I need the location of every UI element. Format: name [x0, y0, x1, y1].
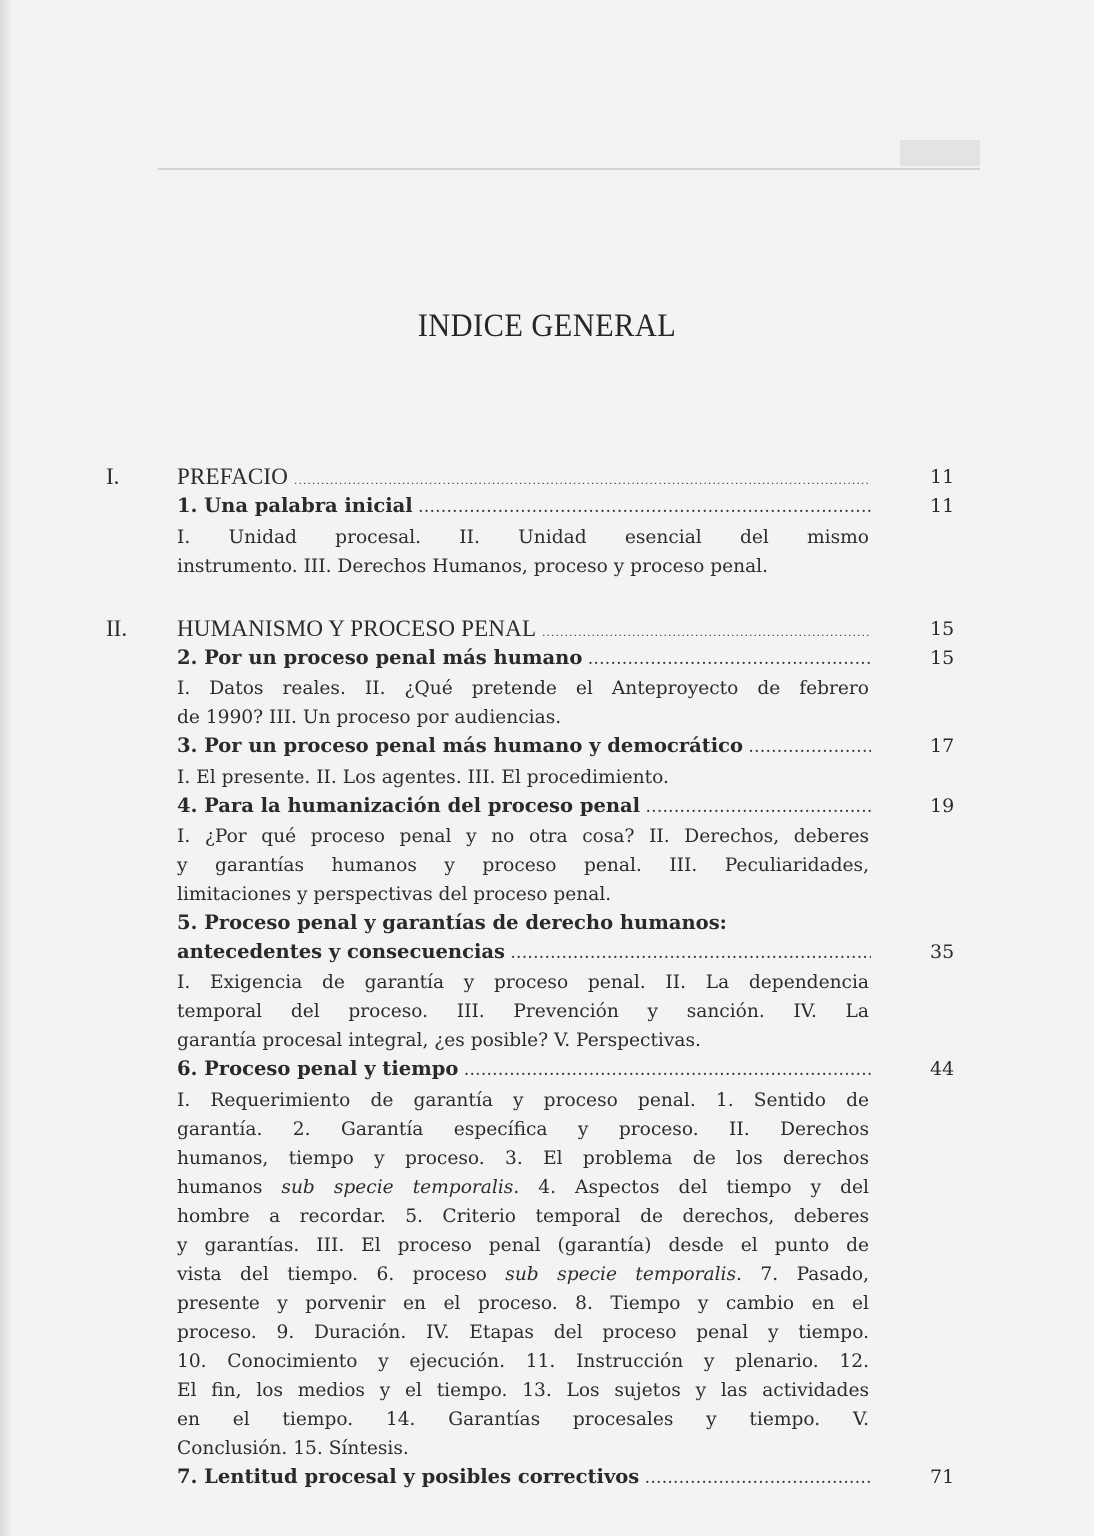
part-entry[interactable] [177, 462, 871, 495]
show-through-page-number [900, 140, 980, 166]
chapter-entry[interactable] [177, 491, 871, 523]
chapter-summary [177, 674, 869, 732]
toc-chapter-row[interactable] [0, 1462, 1094, 1492]
summary-line: y garantías. III. El proceso penal (garantía) desde el punto de [177, 1234, 869, 1256]
summary-line: I. Exigencia de garantía y proceso penal. II. La dependencia [177, 972, 869, 994]
chapter-entry[interactable] [177, 791, 871, 823]
summary-line: garantía. 2. Garantía específica y proceso. II. Derechos [177, 1118, 869, 1140]
page-number[interactable]: 44 [930, 1058, 955, 1081]
page-number[interactable]: 35 [930, 941, 955, 964]
page-number[interactable]: 11 [930, 495, 955, 518]
summary-line: I. Requerimiento de garantía y proceso penal. 1. Sentido de [177, 1089, 869, 1111]
dot-leader [464, 1056, 871, 1086]
page-number[interactable]: 71 [930, 1465, 955, 1488]
chapter-summary [177, 763, 869, 792]
chapter-title[interactable]: 6. Proceso penal y tiempo [177, 1057, 459, 1081]
dot-leader [511, 939, 871, 969]
summary-line: El fin, los medios y el tiempo. 13. Los sujetos y las actividades [177, 1379, 869, 1401]
summary-line: presente y porvenir en el proceso. 8. Tiempo y cambio en el [177, 1292, 869, 1314]
summary-line: hombre a recordar. 5. Criterio temporal de derechos, deberes [177, 1205, 869, 1227]
toc-chapter-row[interactable] [0, 1054, 1094, 1084]
summary-line: limitaciones y perspectivas del proceso penal. [177, 883, 612, 905]
chapter-summary [177, 968, 869, 1055]
italic-term: sub specie temporalis [505, 1263, 737, 1285]
summary-line: 10. Conocimiento y ejecución. 11. Instrucción y plenario. 12. [177, 1350, 869, 1372]
chapter-title[interactable]: antecedentes y consecuencias [177, 940, 505, 964]
part-number: II. [106, 615, 128, 641]
chapter-entry[interactable] [177, 1054, 871, 1086]
summary-line: humanos sub specie temporalis. 4. Aspectos del tiempo y del [177, 1176, 869, 1198]
page-number[interactable]: 15 [930, 617, 955, 640]
chapter-entry[interactable] [177, 643, 871, 675]
summary-line: humanos, tiempo y proceso. 3. El problema de los derechos [177, 1147, 869, 1169]
page-number[interactable]: 11 [930, 466, 955, 488]
summary-line: vista del tiempo. 6. proceso sub specie temporalis. 7. Pasado, [177, 1263, 869, 1285]
chapter-entry[interactable] [177, 1462, 871, 1494]
chapter-title-line[interactable] [177, 908, 871, 938]
chapter-title[interactable]: 2. Por un proceso penal más humano [177, 645, 583, 669]
toc-chapter-row[interactable] [0, 643, 1094, 673]
chapter-summary [177, 822, 869, 909]
chapter-summary [177, 1086, 869, 1463]
toc-chapter-row[interactable] [0, 731, 1094, 761]
part-title[interactable]: PREFACIO [177, 464, 289, 489]
page-title: INDICE GENERAL [417, 308, 677, 344]
dot-leader [646, 793, 871, 823]
toc-chapter-row[interactable] [0, 491, 1094, 521]
summary-line: I. Unidad procesal. II. Unidad esencial del mismo [177, 526, 869, 548]
toc-part-row[interactable] [0, 614, 1094, 644]
summary-line: en el tiempo. 14. Garantías procesales y tiempo. V. [177, 1408, 869, 1430]
page-number[interactable]: 19 [930, 794, 955, 817]
page-edge-shadow [0, 0, 12, 1536]
toc-part-row[interactable] [0, 462, 1094, 492]
dot-leader [645, 1464, 871, 1494]
chapter-title[interactable]: 4. Para la humanización del proceso penal [177, 793, 641, 817]
chapter-title[interactable]: 1. Una palabra inicial [177, 494, 413, 518]
dot-leader [419, 493, 871, 523]
dot-leader [749, 733, 871, 763]
summary-line: I. ¿Por qué proceso penal y no otra cosa? II. Derechos, deberes [177, 825, 869, 847]
summary-line: instrumento. III. Derechos Humanos, proceso y proceso penal. [177, 555, 769, 577]
toc-chapter-row[interactable] [0, 791, 1094, 821]
summary-line: Conclusión. 15. Síntesis. [177, 1437, 409, 1459]
summary-line: y garantías humanos y proceso penal. III. Peculiaridades, [177, 854, 869, 876]
toc-chapter-row[interactable] [0, 908, 1094, 938]
summary-line: I. Datos reales. II. ¿Qué pretende el Anteproyecto de febrero [177, 678, 869, 700]
summary-line: de 1990? III. Un proceso por audiencias. [177, 707, 562, 729]
italic-term: sub specie temporalis [281, 1176, 514, 1198]
summary-line: I. El presente. II. Los agentes. III. El procedimiento. [177, 766, 669, 788]
part-title[interactable]: HUMANISMO Y PROCESO PENAL [177, 615, 537, 641]
part-number: I. [106, 464, 120, 489]
chapter-entry[interactable] [177, 937, 871, 969]
page-number[interactable]: 17 [930, 735, 955, 758]
summary-line: proceso. 9. Duración. IV. Etapas del proceso penal y tiempo. [177, 1321, 869, 1343]
chapter-title[interactable]: 3. Por un proceso penal más humano y democrático [177, 734, 744, 758]
dot-leader [588, 645, 871, 675]
chapter-title[interactable]: 5. Proceso penal y garantías de derecho humanos: [177, 910, 727, 934]
chapter-title[interactable]: 7. Lentitud procesal y posibles correctivos [177, 1464, 640, 1488]
page-number[interactable]: 15 [930, 646, 955, 669]
chapter-entry[interactable] [177, 731, 871, 763]
summary-line: temporal del proceso. III. Prevención y sanción. IV. La [177, 1001, 869, 1023]
part-entry[interactable] [177, 614, 871, 647]
toc-chapter-row[interactable] [0, 937, 1094, 967]
summary-line: garantía procesal integral, ¿es posible? V. Perspectivas. [177, 1030, 701, 1052]
chapter-summary [177, 523, 869, 581]
show-through-header-rule [158, 168, 980, 170]
